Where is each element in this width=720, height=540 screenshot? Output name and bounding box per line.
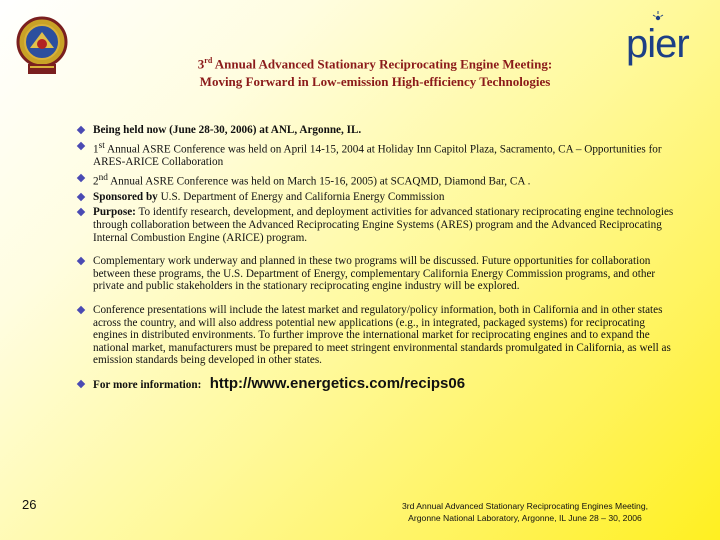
bullet-item [78, 206, 674, 244]
bullet-item [78, 124, 674, 137]
diamond-bullet-icon [77, 208, 85, 216]
bullet-label: Purpose: [93, 206, 136, 219]
title-text-1: Annual Advanced Stationary Reciprocating Engine Meeting: [212, 56, 553, 72]
bullet-item [78, 172, 674, 188]
bullet-item [78, 374, 674, 392]
bullet-item [78, 255, 674, 293]
bullet-item [78, 140, 674, 169]
page-number: 26 [22, 497, 37, 512]
logo-text: pier [626, 22, 689, 66]
diamond-bullet-icon [77, 380, 85, 388]
diamond-bullet-icon [77, 141, 85, 149]
footer-text [370, 500, 680, 524]
bullet-text: Annual ASRE Conference was held on March 15-16, 2005) at SCAQMD, Diamond Bar, CA . [107, 175, 531, 188]
title-line-1 [140, 52, 610, 73]
title-ordinal-suffix: rd [204, 56, 213, 65]
bullet-text: To identify research, development, and deployment activities for advanced stationary reciprocating engine technologies through collaboration between the Advanced Reciprocating Engine Systems (ARES) program and the Advanced Reciprocating Internal Combustion Engine (ARICE) program. [93, 206, 674, 244]
bullet-label: For more information: [93, 378, 202, 391]
diamond-bullet-icon [77, 126, 85, 134]
bullet-ordinal-suffix: nd [98, 172, 108, 183]
bullet-text: Annual ASRE Conference was held on April 14-15, 2004 at Holiday Inn Capitol Plaza, Sacramento, CA – Opportunities for ARES-ARICE Collaboration [93, 143, 662, 168]
diamond-bullet-icon [77, 193, 85, 201]
bullet-label: Sponsored by [93, 190, 158, 203]
bullet-ordinal: 1 [93, 143, 99, 156]
pier-logo [626, 10, 706, 70]
footer-line-2: Argonne National Laboratory, Argonne, IL June 28 – 30, 2006 [408, 513, 642, 523]
title-ordinal: 3 [197, 56, 205, 72]
bullet-ordinal: 2 [93, 175, 99, 188]
bullet-item [78, 304, 674, 367]
bullet-text: Conference presentations will include the latest market and regulatory/policy information, both in California and in other states across the country, and will also address potential new applications (e.g., in integrated, packaged systems) for reciprocating engines in distributed environments. To further improve the international market for reciprocating engines and to expand the national market, manufacturers must be prepared to meet stringent environmental standards promulgated in California, as well as emission standards being developed in other states. [93, 304, 671, 367]
slide-title [140, 52, 610, 91]
diamond-bullet-icon [77, 306, 85, 314]
info-link[interactable]: http://www.energetics.com/recips06 [209, 374, 466, 392]
bullet-text: U.S. Department of Energy and California Energy Commission [157, 190, 445, 203]
bullet-text: Complementary work underway and planned in these two programs will be discussed. Future opportunities for collaboration between these programs, the U.S. Department of Energy, complementary California Energy Commission programs, and other private and public stakeholders in the stationary reciprocating engine industry will be explored. [93, 255, 656, 293]
bullet-item [78, 191, 674, 204]
bullet-ordinal-suffix: st [98, 140, 105, 151]
diamond-bullet-icon [77, 257, 85, 265]
california-seal-logo [16, 14, 68, 78]
diamond-bullet-icon [77, 173, 85, 181]
footer-line-1: 3rd Annual Advanced Stationary Reciprocating Engines Meeting, [401, 501, 649, 511]
bullet-list [78, 124, 674, 392]
title-line-2: Moving Forward in Low-emission High-efficiency Technologies [199, 74, 551, 90]
bullet-text: Being held now (June 28-30, 2006) at ANL, Argonne, IL. [93, 124, 362, 136]
